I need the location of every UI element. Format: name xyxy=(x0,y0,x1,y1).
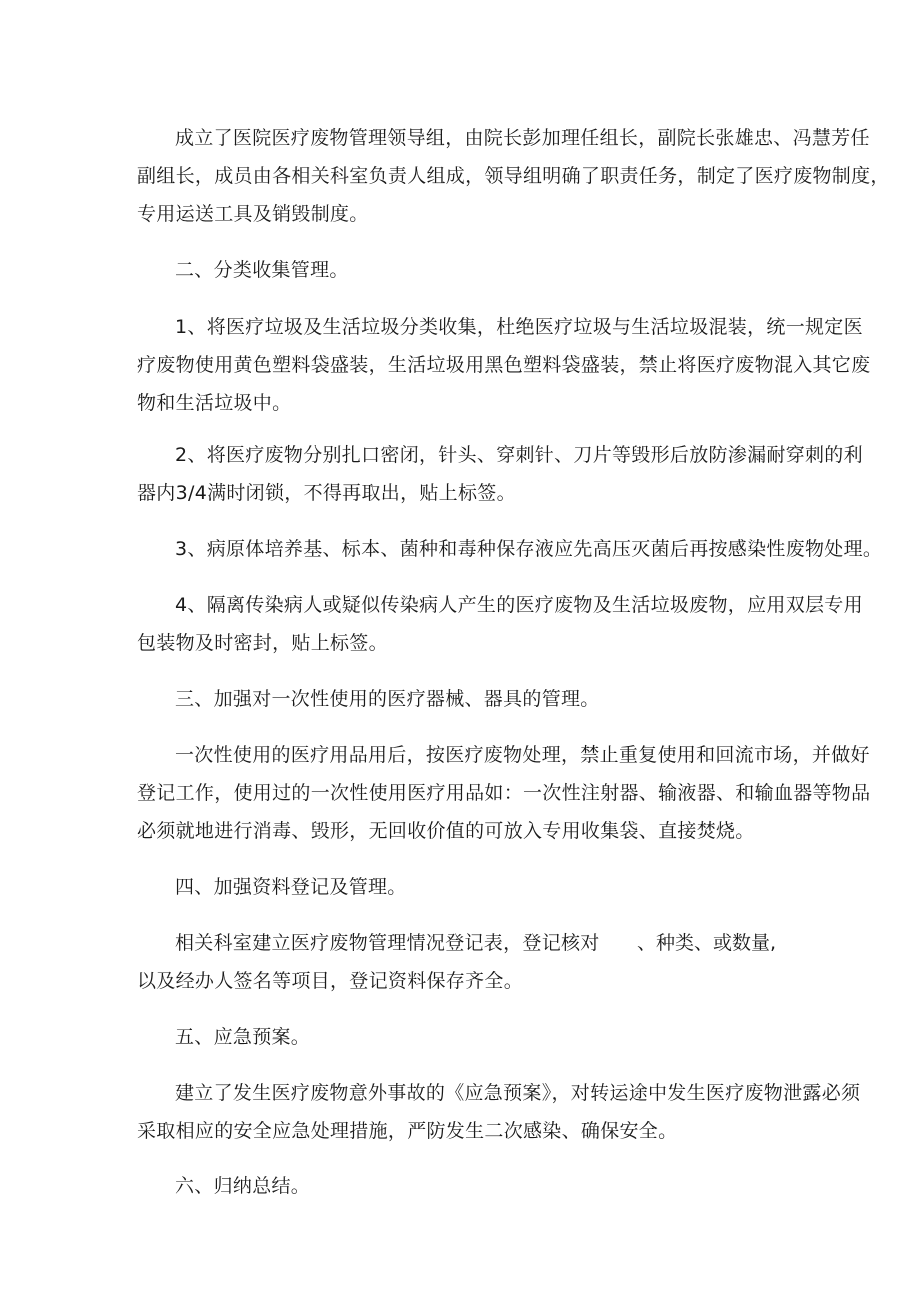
para-6-line-2: 包装物及时密封，贴上标签。 xyxy=(137,632,388,654)
heading-2: 二、分类收集管理。 xyxy=(175,259,349,281)
heading-3: 三、加强对一次性使用的医疗器械、器具的管理。 xyxy=(175,688,600,710)
para-4-line-1: 2、将医疗废物分别扎口密闭，针头、穿刺针、刀片等毁形后放防渗漏耐穿刺的利 xyxy=(175,444,863,466)
heading-6: 六、归纳总结。 xyxy=(175,1175,311,1197)
para-3-line-2: 疗废物使用黄色塑料袋盛装，生活垃圾用黑色塑料袋盛装，禁止将医疗废物混入其它废 xyxy=(137,354,871,376)
para-12-line-2: 采取相应的安全应急处理措施，严防发生二次感染、确保安全。 xyxy=(137,1120,678,1142)
para-10-line-1b: 、种类、或数量, xyxy=(637,932,777,954)
para-3-line-3: 物和生活垃圾中。 xyxy=(137,392,292,414)
para-8-line-2: 登记工作，使用过的一次性使用医疗用品如：一次性注射器、输液器、和输血器等物品 xyxy=(137,782,871,804)
para-1-line-2: 副组长，成员由各相关科室负责人组成，领导组明确了职责任务，制定了医疗废物制度， xyxy=(137,165,890,187)
para-8-line-3: 必须就地进行消毒、毁形，无回收价值的可放入专用收集袋、直接焚烧。 xyxy=(137,820,755,842)
heading-5: 五、应急预案。 xyxy=(175,1026,311,1048)
para-6-line-1: 4、隔离传染病人或疑似传染病人产生的医疗废物及生活垃圾废物，应用双层专用 xyxy=(175,594,863,616)
para-1-line-1: 成立了医院医疗废物管理领导组，由院长彭加理任组长，副院长张雄忠、冯慧芳任 xyxy=(175,127,870,149)
para-12-line-1: 建立了发生医疗废物意外事故的《应急预案》，对转运途中发生医疗废物泄露必须 xyxy=(175,1082,861,1104)
para-8-line-1: 一次性使用的医疗用品用后，按医疗废物处理，禁止重复使用和回流市场，并做好 xyxy=(175,744,870,766)
para-4-line-2: 器内3/4满时闭锁，不得再取出，贴上标签。 xyxy=(137,482,516,504)
para-3-line-1: 1、将医疗垃圾及生活垃圾分类收集，杜绝医疗垃圾与生活垃圾混装，统一规定医 xyxy=(175,316,863,338)
para-10-line-1a: 相关科室建立医疗废物管理情况登记表，登记核对 xyxy=(175,932,600,954)
heading-4: 四、加强资料登记及管理。 xyxy=(175,876,407,898)
para-5-line-1: 3、病原体培养基、标本、菌种和毒种保存液应先高压灭菌后再按感染性废物处理。 xyxy=(175,538,883,560)
para-10-line-2: 以及经办人签名等项目，登记资料保存齐全。 xyxy=(137,970,524,992)
para-1-line-3: 专用运送工具及销毁制度。 xyxy=(137,203,369,225)
